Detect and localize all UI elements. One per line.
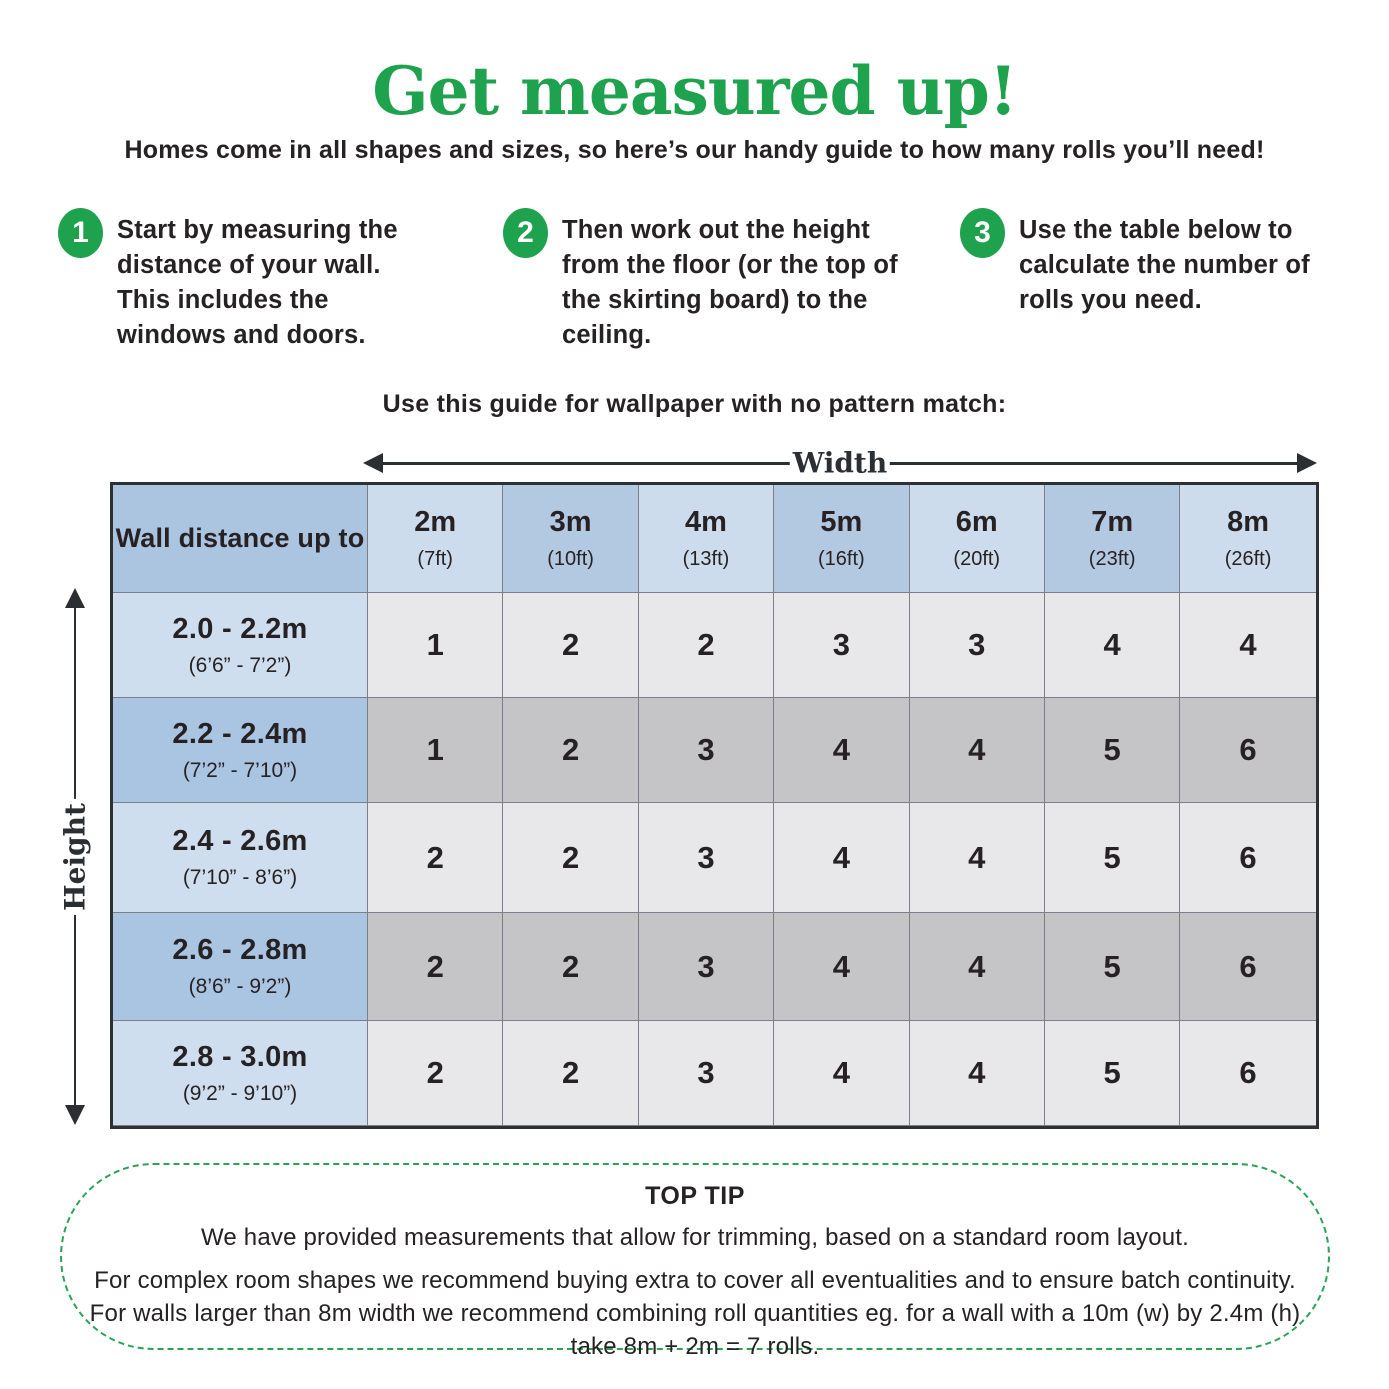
column-header-metres: 7m [1091,506,1134,538]
width-arrow-left-head-icon [363,453,383,473]
corner-header-cell: Wall distance up to [113,485,368,593]
rolls-value-cell [503,698,638,803]
rolls-value-cell [774,913,909,1021]
top-tip-line1: We have provided measurements that allow for trimming, based on a standard room layout. [200,1224,1190,1251]
rolls-value: 4 [968,839,986,875]
column-header-feet: (23ft) [1088,548,1136,570]
rolls-value: 2 [561,948,580,984]
height-axis-label: Height [59,799,92,915]
step-1 [58,208,438,353]
rolls-value-cell [639,593,774,698]
table-caption: Use this guide for wallpaper with no pattern match: [382,390,1007,418]
row-label-feet: (7’10” - 8’6”) [182,866,298,889]
rolls-value-cell [1180,698,1315,803]
rolls-value-cell [1180,913,1315,1021]
rolls-value: 3 [697,948,715,984]
rolls-value: 6 [1239,732,1257,767]
rolls-value-cell [639,803,774,913]
column-header-metres: 4m [685,506,727,538]
rolls-value-cell [1045,913,1180,1021]
rolls-value-cell [910,593,1045,698]
rolls-value-cell [503,913,638,1021]
rolls-value-cell [503,1021,638,1126]
rolls-value-cell [1180,593,1315,698]
column-header-metres: 6m [955,506,998,538]
rolls-value: 2 [426,839,444,875]
rolls-value: 5 [1103,839,1121,875]
step-3 [960,208,1310,318]
rolls-value: 4 [832,839,850,875]
step-1-text: Start by measuring the distance of your wall. This includes the windows and doors. [117,216,398,349]
row-label-cell [113,593,368,698]
rolls-value: 2 [561,627,580,662]
width-axis-label: Width [790,447,890,480]
rolls-value: 3 [697,732,715,767]
column-header-feet: (20ft) [953,548,1001,570]
rolls-value: 3 [832,627,850,662]
column-header-feet: (7ft) [417,548,453,570]
rolls-value: 2 [561,732,580,767]
top-tip-title: TOP TIP [645,1182,745,1210]
rolls-value-cell [1180,803,1315,913]
rolls-value-cell [368,593,503,698]
rolls-value-cell [910,803,1045,913]
rolls-value-cell [639,1021,774,1126]
rolls-value-cell [1045,698,1180,803]
rolls-value-cell [1045,803,1180,913]
row-label-metres: 2.0 - 2.2m [172,612,308,645]
rolls-value: 4 [968,1055,986,1090]
width-arrow [363,448,1317,478]
rolls-value-cell [639,698,774,803]
rolls-value: 4 [1103,627,1121,662]
rolls-value: 6 [1239,1055,1257,1090]
rolls-value: 4 [832,948,850,984]
rolls-value: 3 [697,839,715,875]
row-label-feet: (7’2” - 7’10”) [182,758,298,782]
rolls-value: 4 [968,732,986,767]
step-1-number-badge: 1 [58,208,103,258]
top-tip-box [60,1163,1330,1360]
rolls-value-cell [503,593,638,698]
width-arrow-right-head-icon [1297,453,1317,473]
rolls-value: 5 [1103,732,1121,767]
row-label-feet: (9’2” - 9’10”) [182,1081,298,1105]
column-header-cell [1180,485,1315,593]
step-3-number-badge: 3 [960,208,1005,258]
column-header-metres: 2m [414,506,457,538]
rolls-value-cell [368,803,503,913]
rolls-value: 2 [426,948,444,984]
step-2 [503,208,913,353]
height-arrow-bottom-head-icon [65,1105,85,1125]
row-label-cell [113,803,368,913]
height-arrow [57,588,93,1125]
rolls-value-cell [774,803,909,913]
rolls-value-cell [503,803,638,913]
row-label-feet: (6’6” - 7’2”) [188,653,292,677]
rolls-value-cell [910,1021,1045,1126]
rolls-value-cell [1180,1021,1315,1126]
column-header-cell [1045,485,1180,593]
column-header-cell [910,485,1045,593]
top-tip-line2: For complex room shapes we recommend buying extra to cover all eventualities and to ensure batch continuity. For walls larger than 8m width we recommend combining roll quantities eg. for a wall with a 10m (w) by 2.4m (h) take 8m + 2m = 7 rolls. [89,1267,1301,1360]
rolls-value: 1 [426,627,444,662]
step-2-text: Then work out the height from the floor (or the top of the skirting board) to the ceiling. [562,216,898,349]
rolls-value-cell [910,913,1045,1021]
column-header-cell [639,485,774,593]
height-arrow-top-head-icon [65,588,85,608]
rolls-value-cell [910,698,1045,803]
column-header-cell [503,485,638,593]
rolls-value: 3 [968,627,986,662]
rolls-value: 2 [697,627,715,662]
rolls-value-cell [774,1021,909,1126]
column-header-metres: 3m [549,506,592,538]
column-header-cell [368,485,503,593]
row-label-cell [113,698,368,803]
row-label-metres: 2.2 - 2.4m [172,717,308,750]
rolls-value: 1 [426,732,444,767]
column-header-feet: (16ft) [818,548,865,570]
rolls-value: 2 [561,839,580,875]
column-header-cell [774,485,909,593]
rolls-value: 4 [832,1055,850,1090]
rolls-value-cell [639,913,774,1021]
rolls-value-cell [1045,1021,1180,1126]
rolls-value-cell [1045,593,1180,698]
row-label-cell [113,1021,368,1126]
rolls-value-cell [368,698,503,803]
rolls-value: 4 [968,948,986,984]
step-3-text: Use the table below to calculate the number of rolls you need. [1019,216,1310,314]
column-header-feet: (10ft) [547,548,594,570]
column-header-metres: 8m [1227,506,1269,538]
row-label-cell [113,913,368,1021]
rolls-value: 2 [561,1055,580,1090]
rolls-value-cell [774,593,909,698]
rolls-value-cell [774,698,909,803]
rolls-value-cell [368,913,503,1021]
row-label-metres: 2.8 - 3.0m [172,1040,308,1073]
rolls-value: 3 [697,1055,715,1090]
column-header-feet: (13ft) [682,548,730,570]
step-2-number-badge: 2 [503,208,548,258]
rolls-value: 4 [832,732,850,767]
rolls-value: 4 [1239,627,1257,662]
rolls-value: 2 [426,1055,444,1090]
page-subtitle: Homes come in all shapes and sizes, so here’s our handy guide to how many rolls you’ll need! [124,136,1265,164]
rolls-value: 5 [1103,948,1121,984]
row-label-metres: 2.6 - 2.8m [172,934,308,966]
column-header-metres: 5m [820,506,863,538]
rolls-value: 6 [1239,948,1257,984]
row-label-metres: 2.4 - 2.6m [172,825,308,857]
page-title: Get measured up! [372,52,1017,130]
rolls-lookup-table [110,482,1319,1129]
rolls-value: 5 [1103,1055,1121,1090]
row-label-feet: (8’6” - 9’2”) [188,975,292,998]
column-header-feet: (26ft) [1224,548,1272,570]
rolls-value: 6 [1239,839,1257,875]
rolls-value-cell [368,1021,503,1126]
